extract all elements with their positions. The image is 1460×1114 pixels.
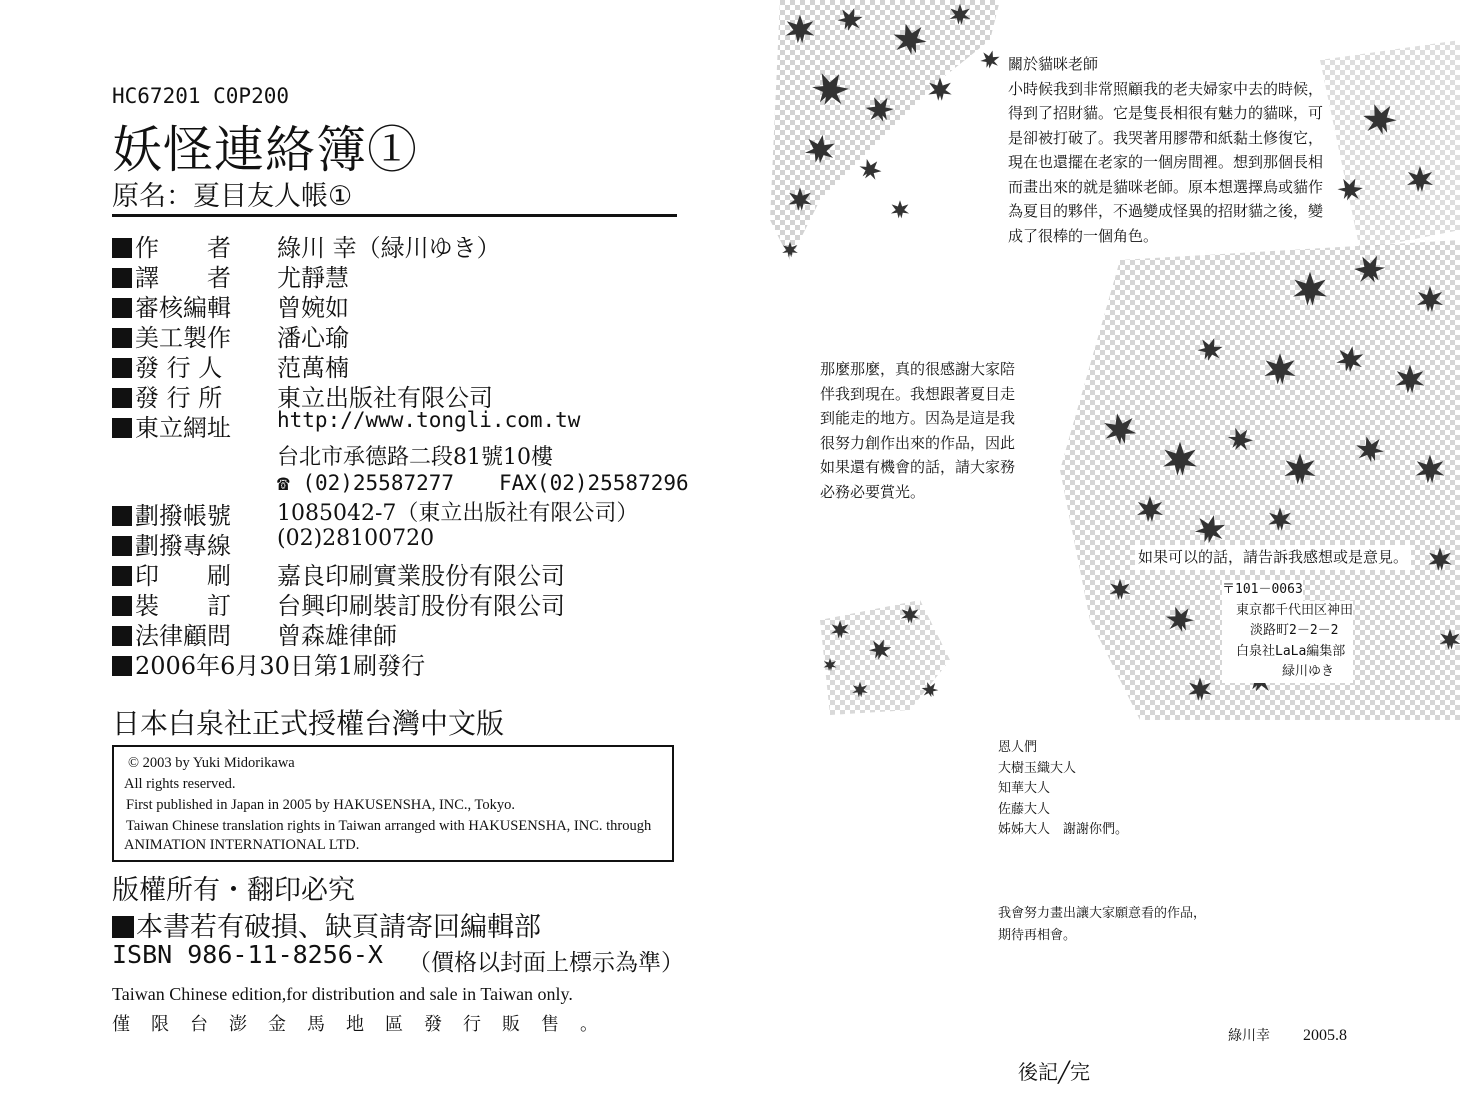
afterword-page — [760, 0, 1460, 1114]
original-title: 原名：夏目友人帳① — [112, 181, 353, 212]
fax-number: FAX(02)25587296 — [499, 471, 689, 495]
bullet-square-icon — [112, 506, 132, 526]
colophon-page: HC67201 C0P200 妖怪連絡簿① 原名：夏目友人帳① 作 者 綠川 幸（緑川ゆき） 譯 者 尤靜慧 審核編輯 曾婉如 美工製作 潘心瑜 發 行 人 范萬楠 發 行 所 東立出版社有限公司 東立網址 http://www.tongli.com.tw 台北市承德路二段81號10樓 ☎ (02)25587277 FAX(02)25587296 劃撥帳號 1085042-7（東立出版社有限公司） 劃撥專線 (02)28100720 印 刷 嘉良印刷實業股份有限公司 裝 訂 台興印刷裝訂股份有限公司 法律顧問 曾森雄律師 2006年6月30日第1刷發行 日本白泉社正式授權台灣中文版 © 2003 by Yuki Midorikawa All rights reserved. First published in Japan in 2005 by HAKUSENSHA, INC., Tokyo. Taiwan Chinese translation rights in Taiwan arranged with HAKUSENSHA, INC. through ANIMATION INTERNATIONAL LTD. 版權所有・翻印必究 本書若有破損、缺頁請寄回編輯部 ISBN 986-11-8256-X （價格以封面上標示為準） Taiwan Chinese edition,for distribution and sale in Taiwan only. 僅限台澎金馬地區發行販售。 — [112, 84, 689, 1035]
distribution-note: Taiwan Chinese edition,for distribution and sale in Taiwan only. — [112, 984, 573, 1004]
telephone-icon: ☎ — [277, 471, 290, 495]
bullet-square-icon — [112, 566, 132, 586]
bullet-square-icon — [112, 596, 132, 616]
benefactors-list: 恩人們 大樹玉織大人 知華大人 佐藤大人 姊姊大人 謝謝你們。 — [998, 740, 1129, 837]
mail-address: 〒101－0063 東京都千代田区神田 淡路町2－2－2 白泉社LaLa編集部 緑川ゆき — [1222, 580, 1353, 683]
bullet-square-icon — [112, 536, 132, 556]
bullet-square-icon — [112, 298, 132, 318]
isbn: ISBN 986-11-8256-X — [112, 940, 383, 969]
book-title: 妖怪連絡簿① — [112, 121, 418, 179]
bullet-square-icon — [112, 418, 132, 438]
distribution-note-zh: 僅限台澎金馬地區發行販售。 — [112, 1014, 619, 1035]
bullet-square-icon — [112, 268, 132, 288]
website-link[interactable]: http://www.tongli.com.tw — [277, 408, 581, 432]
damage-notice: 本書若有破損、缺頁請寄回編輯部 — [112, 905, 541, 944]
bullet-square-icon — [112, 656, 132, 676]
price-note: （價格以封面上標示為準） — [408, 950, 684, 976]
address: 台北市承德路二段81號10樓 — [277, 445, 553, 470]
bullet-square-icon — [112, 238, 132, 258]
thanks-note: 那麼那麼，真的很感謝大家陪 伴我到現在。我想跟著夏目走 到能走的地方。因為是這是我 很努力創作出來的作品，因此 如果還有機會的話，請大家務 必務必要賞光。 — [820, 360, 1016, 501]
bullet-square-icon — [112, 388, 132, 408]
cat-note: 關於貓咪老師 小時候我到非常照顧我的老夫婦家中去的時候， 得到了招財貓。它是隻長相很有魅力的貓咪，可 是卻被打破了。我哭著用膠帶和紙黏土修復它， 現在也還擺在老家的一個房間裡。想到那個長相 而畫出來的就是貓咪老師。原本想選擇鳥或貓作 為夏目的夥伴，不過變成怪異的招財貓之後，變 成了很棒的一個角色。 — [1008, 55, 1324, 245]
phone-line: ☎ (02)25587277 — [277, 471, 455, 495]
bullet-square-icon — [112, 328, 132, 348]
signature: 綠川幸 — [1228, 1028, 1270, 1044]
feedback-request: 如果可以的話，請告訴我感想或是意見。 — [1135, 545, 1411, 570]
end-mark: 後記╱完 — [1018, 1060, 1091, 1084]
closing-note: 我會努力畫出讓大家願意看的作品， 期待再相會。 — [998, 906, 1207, 943]
bullet-square-icon — [112, 916, 134, 938]
title-divider — [112, 214, 677, 217]
product-code: HC67201 C0P200 — [112, 84, 290, 108]
license-statement: 日本白泉社正式授權台灣中文版 — [112, 707, 505, 740]
rights-notice: 版權所有・翻印必究 — [112, 875, 355, 906]
afterword-date: 2005.8 — [1303, 1027, 1347, 1044]
bullet-square-icon — [112, 358, 132, 378]
print-date-row: 2006年6月30日第1刷發行 — [112, 646, 425, 676]
copyright-box: © 2003 by Yuki Midorikawa All rights reserved. First published in Japan in 2005 by HAKUSENSHA, INC., Tokyo. Taiwan Chinese translation rights in Taiwan arranged with HAKUSENSHA, INC. through ANIMATION INTERNATIONAL LTD. — [112, 745, 674, 862]
bullet-square-icon — [112, 626, 132, 646]
